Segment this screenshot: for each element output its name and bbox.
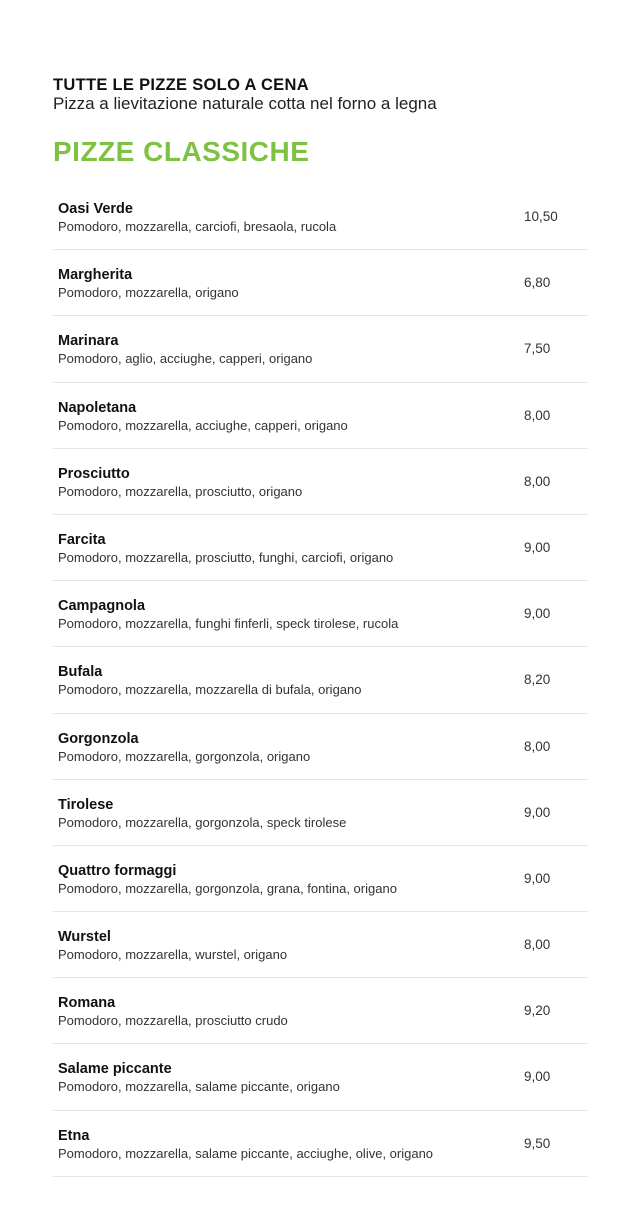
item-price: 10,50: [524, 209, 558, 224]
header-subtitle: Pizza a lievitazione naturale cotta nel forno a legna: [53, 94, 437, 113]
item-name: Quattro formaggi: [58, 862, 177, 879]
item-description: Pomodoro, mozzarella, prosciutto, origano: [58, 483, 303, 499]
item-description: Pomodoro, mozzarella, salame piccante, origano: [58, 1079, 340, 1095]
item-price: 8,00: [524, 937, 551, 953]
item-price: 8,00: [524, 407, 551, 423]
menu-item: [53, 515, 588, 581]
item-price: 7,50: [524, 341, 551, 357]
item-description: Pomodoro, mozzarella, prosciutto, funghi, carciofi, origano: [58, 549, 394, 565]
menu-item: [53, 316, 588, 382]
item-description: Pomodoro, mozzarella, gorgonzola, grana, fontina, origano: [58, 880, 397, 896]
item-price: 8,00: [524, 738, 551, 754]
item-name: Romana: [58, 995, 116, 1012]
item-price: 9,00: [524, 804, 551, 820]
item-price: 9,00: [524, 870, 551, 886]
item-name: Marinara: [58, 333, 119, 350]
item-price: 6,80: [524, 275, 551, 291]
menu-item: [53, 250, 588, 316]
menu-item: [53, 780, 588, 846]
item-description: Pomodoro, mozzarella, wurstel, origano: [58, 947, 288, 963]
item-name: Salame piccante: [58, 1061, 172, 1078]
item-name: Margherita: [58, 267, 133, 284]
menu-item: [53, 449, 588, 515]
item-name: Prosciutto: [58, 465, 130, 482]
item-name: Napoletana: [58, 399, 137, 416]
menu-item: [53, 912, 588, 978]
item-name: Oasi Verde: [58, 201, 133, 217]
item-description: Pomodoro, mozzarella, gorgonzola, origano: [58, 748, 311, 764]
item-price: 8,00: [524, 473, 551, 489]
menu-item: [53, 383, 588, 449]
menu-item: [53, 184, 588, 250]
item-price: 9,50: [524, 1135, 551, 1151]
menu-item: [53, 581, 588, 647]
header-title: TUTTE LE PIZZE SOLO A CENA: [53, 76, 309, 94]
item-description: Pomodoro, mozzarella, prosciutto crudo: [58, 1013, 288, 1029]
item-description: Pomodoro, mozzarella, acciughe, capperi, origano: [58, 417, 348, 433]
item-name: Farcita: [58, 531, 106, 548]
item-name: Bufala: [58, 664, 103, 681]
item-price: 8,20: [524, 672, 551, 688]
menu-item: [53, 1111, 588, 1177]
section-title: PIZZE CLASSICHE: [53, 136, 310, 167]
item-name: Wurstel: [58, 929, 111, 946]
menu-item: [53, 647, 588, 713]
item-name: Tirolese: [58, 796, 114, 813]
item-price: 9,00: [524, 539, 551, 555]
item-price: 9,00: [524, 1069, 551, 1085]
item-description: Pomodoro, mozzarella, carciofi, bresaola, rucola: [58, 219, 337, 234]
item-price: 9,00: [524, 606, 551, 622]
item-price: 9,20: [524, 1003, 551, 1019]
menu-item: [53, 714, 588, 780]
pizza-list: [53, 184, 588, 1177]
item-name: Etna: [58, 1127, 90, 1144]
item-description: Pomodoro, mozzarella, funghi finferli, speck tirolese, rucola: [58, 616, 399, 632]
item-description: Pomodoro, aglio, acciughe, capperi, origano: [58, 351, 313, 367]
item-description: Pomodoro, mozzarella, salame piccante, acciughe, olive, origano: [58, 1145, 434, 1161]
menu-item: [53, 978, 588, 1044]
menu-item: [53, 846, 588, 912]
item-description: Pomodoro, mozzarella, mozzarella di bufala, origano: [58, 682, 362, 698]
menu-header: [53, 76, 437, 114]
item-name: Campagnola: [58, 598, 146, 615]
menu-item: [53, 1044, 588, 1110]
item-name: Gorgonzola: [58, 730, 139, 747]
item-description: Pomodoro, mozzarella, gorgonzola, speck tirolese: [58, 814, 347, 830]
item-description: Pomodoro, mozzarella, origano: [58, 285, 239, 301]
